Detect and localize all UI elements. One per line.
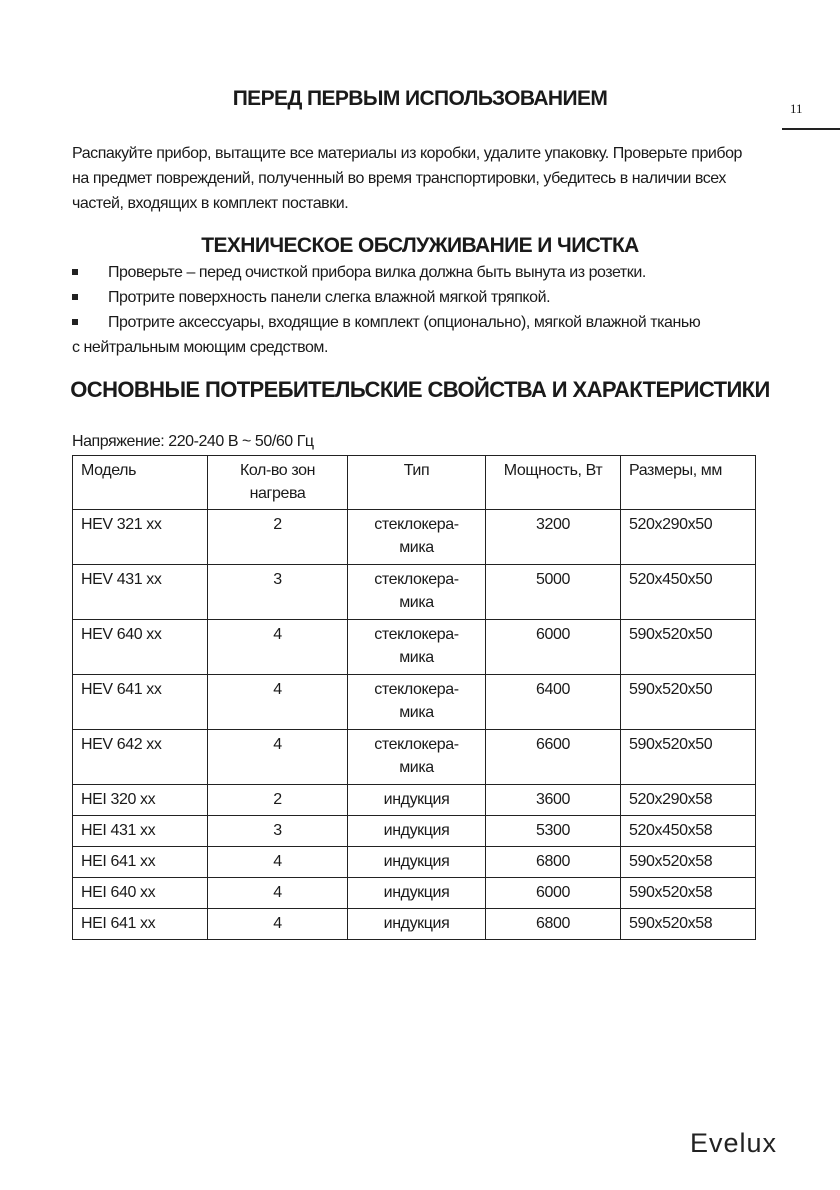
cell-power: 6800 (486, 909, 621, 940)
cell-zones: 4 (208, 909, 348, 940)
cell-dimensions: 520x290x58 (621, 785, 756, 816)
table-row (73, 730, 756, 785)
cell-dimensions: 590x520x58 (621, 878, 756, 909)
table-row (73, 816, 756, 847)
cell-model: HEI 640 xx (73, 878, 208, 909)
section-title-before-first-use: ПЕРЕД ПЕРВЫМ ИСПОЛЬЗОВАНИЕМ (232, 87, 608, 110)
cell-model: HEI 641 xx (73, 847, 208, 878)
cell-model: HEI 641 xx (73, 909, 208, 940)
table-row (73, 785, 756, 816)
cell-type: стеклокера-мика (348, 620, 486, 675)
cell-zones: 4 (208, 620, 348, 675)
cell-dimensions: 590x520x58 (621, 847, 756, 878)
cell-dimensions: 520x450x50 (621, 565, 756, 620)
cell-type: индукция (348, 878, 486, 909)
page-number: 11 (790, 101, 803, 116)
before-first-use-text: Распакуйте прибор, вытащите все материалы из коробки, удалите упаковку. Проверьте прибор на предмет повреждений, полученный во время транспортировки, убедитесь в наличии всех частей, входящих в комплект поставки. (72, 145, 742, 212)
table-row (73, 909, 756, 940)
cell-dimensions: 590x520x50 (621, 675, 756, 730)
cell-zones: 2 (208, 510, 348, 565)
cell-power: 3600 (486, 785, 621, 816)
table-row (73, 675, 756, 730)
cell-type: стеклокера-мика (348, 675, 486, 730)
table-row (73, 878, 756, 909)
cell-model: HEV 642 xx (73, 730, 208, 785)
section-title-maintenance: ТЕХНИЧЕСКОЕ ОБСЛУЖИВАНИЕ И ЧИСТКА (201, 234, 639, 257)
cell-type: индукция (348, 785, 486, 816)
cell-power: 6600 (486, 730, 621, 785)
cell-model: HEI 320 xx (73, 785, 208, 816)
table-header-row (73, 456, 756, 510)
list-item: Протрите аксессуары, входящие в комплект (опционально), мягкой влажной тканью (72, 310, 762, 335)
cell-dimensions: 590x520x58 (621, 909, 756, 940)
section-title-specifications: ОСНОВНЫЕ ПОТРЕБИТЕЛЬСКИЕ СВОЙСТВА И ХАРАКТЕРИСТИКИ (70, 377, 770, 402)
cell-zones: 4 (208, 730, 348, 785)
cell-dimensions: 590x520x50 (621, 620, 756, 675)
cell-type: индукция (348, 816, 486, 847)
header-model: Модель (73, 456, 208, 510)
table-row (73, 565, 756, 620)
cell-power: 6000 (486, 878, 621, 909)
cell-model: HEV 431 xx (73, 565, 208, 620)
cell-type: индукция (348, 847, 486, 878)
cell-zones: 4 (208, 878, 348, 909)
header-dimensions: Размеры, мм (621, 456, 756, 510)
cell-type: стеклокера-мика (348, 510, 486, 565)
header-type: Тип (348, 456, 486, 510)
voltage-text: Напряжение: 220-240 В ~ 50/60 Гц (72, 433, 314, 450)
header-zones: Кол-во зон нагрева (208, 456, 348, 510)
table-row (73, 620, 756, 675)
header-power: Мощность, Вт (486, 456, 621, 510)
cell-model: HEV 640 xx (73, 620, 208, 675)
cell-power: 3200 (486, 510, 621, 565)
cell-model: HEV 641 xx (73, 675, 208, 730)
cell-power: 5300 (486, 816, 621, 847)
list-item-continuation: с нейтральным моющим средством. (72, 339, 328, 356)
cell-model: HEI 431 xx (73, 816, 208, 847)
cell-type: стеклокера-мика (348, 730, 486, 785)
cell-zones: 4 (208, 675, 348, 730)
cell-power: 6000 (486, 620, 621, 675)
specifications-table (72, 455, 756, 940)
cell-zones: 3 (208, 816, 348, 847)
cell-type: стеклокера-мика (348, 565, 486, 620)
table-row (73, 510, 756, 565)
cell-dimensions: 520x450x58 (621, 816, 756, 847)
cell-dimensions: 590x520x50 (621, 730, 756, 785)
cell-model: HEV 321 xx (73, 510, 208, 565)
cell-power: 6800 (486, 847, 621, 878)
cell-zones: 4 (208, 847, 348, 878)
cell-type: индукция (348, 909, 486, 940)
cell-zones: 3 (208, 565, 348, 620)
page-number-rule (782, 128, 840, 130)
list-item: Протрите поверхность панели слегка влажной мягкой тряпкой. (72, 285, 762, 310)
cell-power: 5000 (486, 565, 621, 620)
maintenance-list (72, 260, 762, 360)
table-row (73, 847, 756, 878)
list-item: Проверьте – перед очисткой прибора вилка должна быть вынута из розетки. (72, 260, 762, 285)
cell-zones: 2 (208, 785, 348, 816)
evelux-logo: Evelux (690, 1128, 778, 1158)
cell-power: 6400 (486, 675, 621, 730)
cell-dimensions: 520x290x50 (621, 510, 756, 565)
